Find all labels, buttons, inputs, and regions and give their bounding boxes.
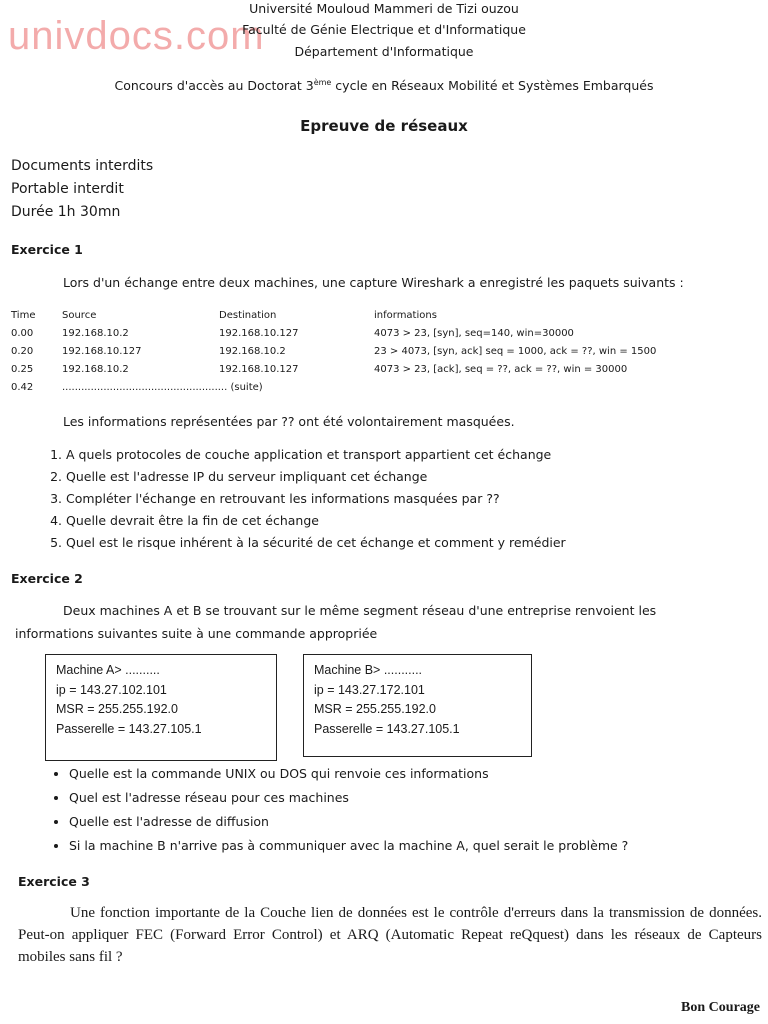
- column-time: Time: [11, 310, 36, 321]
- machine-b-prompt: Machine B> ...........: [314, 663, 423, 677]
- rule-documents: Documents interdits: [11, 158, 154, 174]
- table-row: [11, 328, 704, 346]
- machine-a-ip: ip = 143.27.102.101: [56, 682, 167, 697]
- exam-title: Epreuve de réseaux: [300, 117, 468, 135]
- cell-time: 0.00: [11, 328, 34, 339]
- masked-note: Les informations représentées par ?? ont été volontairement masquées.: [63, 414, 515, 429]
- list-item: • Quelle est la commande UNIX ou DOS qui renvoie ces informations: [69, 766, 628, 790]
- exercise2-heading: Exercice 2: [11, 571, 83, 586]
- table-row: [11, 382, 704, 400]
- exercise1-questions: [40, 447, 566, 557]
- machine-b-box: [303, 654, 532, 757]
- exercise3-text: Une fonction importante de la Couche lien de données est le contrôle d'erreurs dans la transmission de données. Peut-on appliquer FEC (Forward Error Control) et ARQ (Automatic Repeat reQquest) dans les réseaux de Capteurs mobiles sans fil ?: [18, 905, 762, 965]
- rule-duration: Durée 1h 30mn: [11, 204, 121, 220]
- cell-time: 0.20: [11, 346, 34, 357]
- exercise1-heading: Exercice 1: [11, 242, 83, 257]
- cell-continuation: .................................................... (suite): [62, 382, 263, 393]
- university-name: Université Mouloud Mammeri de Tizi ouzou: [249, 1, 519, 16]
- capture-table: [11, 310, 704, 400]
- cell-destination: 192.168.10.2: [219, 346, 286, 357]
- machine-b-ip: ip = 143.27.172.101: [314, 682, 425, 697]
- list-item: • Si la machine B n'arrive pas à communiquer avec la machine A, quel serait le problème ?: [69, 838, 628, 862]
- machine-b-gateway: Passerelle = 143.27.105.1: [314, 721, 460, 736]
- table-row: [11, 364, 704, 382]
- list-item: • Quelle est l'adresse de diffusion: [69, 814, 628, 838]
- column-source: Source: [62, 310, 97, 321]
- exercise1-intro: Lors d'un échange entre deux machines, une capture Wireshark a enregistré les paquets suivants :: [63, 275, 684, 290]
- capture-header-row: [11, 310, 704, 328]
- machine-b-mask: MSR = 255.255.192.0: [314, 702, 436, 716]
- contest-title: Concours d'accès au Doctorat 3ème cycle en Réseaux Mobilité et Systèmes Embarqués: [114, 78, 654, 94]
- cell-destination: 192.168.10.127: [219, 364, 299, 375]
- closing-text: Bon Courage: [681, 1000, 760, 1015]
- list-item: • Quel est l'adresse réseau pour ces machines: [69, 790, 628, 814]
- watermark: univdocs.com: [8, 14, 265, 58]
- list-item: 5. Quel est le risque inhérent à la sécurité de cet échange et comment y remédier: [66, 535, 566, 557]
- exercise2-questions: [47, 766, 628, 862]
- cell-source: 192.168.10.127: [62, 346, 142, 357]
- list-item: 2. Quelle est l'adresse IP du serveur impliquant cet échange: [66, 469, 566, 491]
- cell-informations: 23 > 4073, [syn, ack] seq = 1000, ack = ??, win = 1500: [374, 346, 657, 357]
- exercise3-heading: Exercice 3: [18, 874, 90, 889]
- department-name: Département d'Informatique: [294, 44, 474, 59]
- cell-informations: 4073 > 23, [ack], seq = ??, ack = ??, win = 30000: [374, 364, 628, 375]
- list-item: 1. A quels protocoles de couche application et transport appartient cet échange: [66, 447, 566, 469]
- cell-time: 0.25: [11, 364, 34, 375]
- column-informations: informations: [374, 310, 437, 321]
- cell-source: 192.168.10.2: [62, 328, 129, 339]
- list-item: 3. Compléter l'échange en retrouvant les informations masquées par ??: [66, 491, 566, 513]
- faculty-name: Faculté de Génie Electrique et d'Informatique: [242, 22, 526, 37]
- column-destination: Destination: [219, 310, 277, 321]
- cell-source: 192.168.10.2: [62, 364, 129, 375]
- machine-a-box: [45, 654, 277, 761]
- exercise2-intro-line1: Deux machines A et B se trouvant sur le même segment réseau d'une entreprise renvoient les: [63, 603, 657, 618]
- machine-a-gateway: Passerelle = 143.27.105.1: [56, 721, 202, 736]
- cell-informations: 4073 > 23, [syn], seq=140, win=30000: [374, 328, 574, 339]
- rule-phone: Portable interdit: [11, 181, 124, 197]
- list-item: 4. Quelle devrait être la fin de cet échange: [66, 513, 566, 535]
- cell-time: 0.42: [11, 382, 34, 393]
- table-row: [11, 346, 704, 364]
- machine-a-mask: MSR = 255.255.192.0: [56, 702, 178, 716]
- cell-destination: 192.168.10.127: [219, 328, 299, 339]
- machine-a-prompt: Machine A> ..........: [56, 663, 160, 677]
- exercise2-intro-line2: informations suivantes suite à une commande appropriée: [15, 626, 378, 641]
